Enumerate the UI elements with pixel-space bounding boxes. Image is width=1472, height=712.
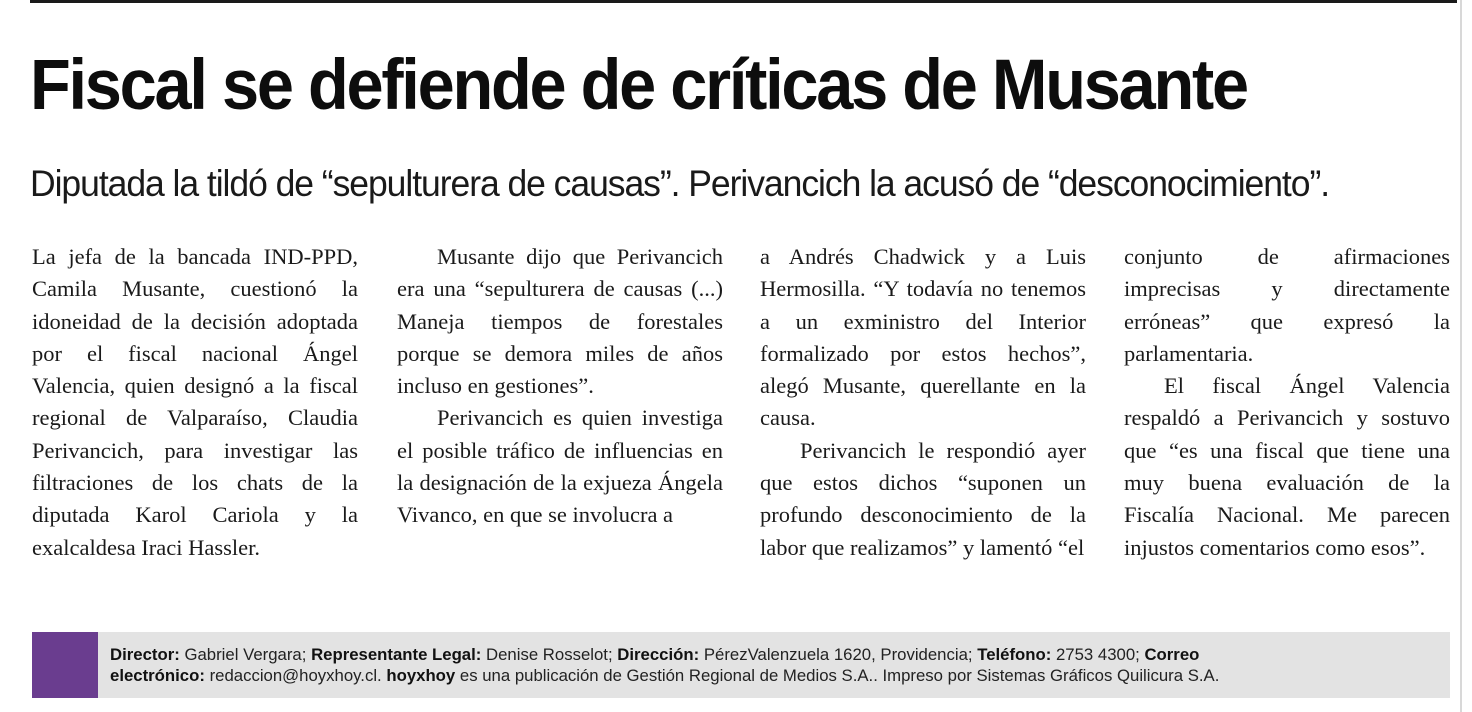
article-column-2 [397,241,723,532]
address-value: PérezValenzuela 1620, Providencia; [703,645,973,664]
article-column-3 [760,241,1086,564]
article-paragraph: Musante dijo que Perivancich era una “sepulturera de causas (...) Maneja tiempos de forestales porque se demora miles de años incluso en gestiones”. [397,244,723,399]
article-column-1 [32,241,358,564]
email-label-part-1: Correo [1144,645,1200,664]
article-paragraph: Perivancich es quien investiga el posible tráfico de influencias en la designación de la exjueza Ángela Vivanco, en que se involucra a [397,405,723,528]
brand-color-swatch [32,632,98,698]
imprint-text [110,644,1426,686]
publisher-text: es una publicación de Gestión Regional de Medios S.A.. Impreso por Sistemas Gráficos Quilicura S.A. [459,666,1220,685]
legal-rep-label: Representante Legal: [311,645,482,664]
article-paragraph: a Andrés Chadwick y a Luis Hermosilla. “Y todavía no tenemos a un exministro del Interior formalizado por estos hechos”, alegó Musante, querellante en la causa. [760,244,1086,431]
legal-rep-value: Denise Rosselot; [486,645,613,664]
director-label: Director: [110,645,180,664]
director-value: Gabriel Vergara; [184,645,307,664]
address-label: Dirección: [617,645,700,664]
article-paragraph: La jefa de la bancada IND-PPD, Camila Musante, cuestionó la idoneidad de la decisión adoptada por el fiscal nacional Ángel Valencia, quien designó a la fiscal regional de Valparaíso, Claudia Perivancich, para investigar las filtraciones de los chats de la diputada Karol Cariola y la exalcaldesa Iraci Hassler. [32,244,358,560]
article-paragraph: Perivancich le respondió ayer que estos dichos “suponen un profundo desconocimiento de la labor que realizamos” y lamentó “el [760,437,1086,560]
top-rule [30,0,1457,3]
article-column-4 [1124,241,1450,564]
article-paragraph: El fiscal Ángel Valencia respaldó a Perivancich y sostuvo que “es una fiscal que tiene una muy buena evaluación de la Fiscalía Nacional. Me parecen injustos comentarios como esos”. [1124,373,1450,560]
brand-name: hoyxhoy [386,666,456,685]
page-edge [1460,0,1462,712]
phone-value: 2753 4300; [1055,645,1140,664]
article-paragraph: conjunto de afirmaciones imprecisas y directamente erróneas” que expresó la parlamentaria. [1124,244,1450,366]
email-value: redaccion@hoyxhoy.cl. [209,666,382,685]
subheadline: Diputada la tildó de “sepulturera de causas”. Perivancich la acusó de “desconocimiento”. [30,163,1330,204]
imprint-line-1 [110,644,1426,665]
headline: Fiscal se defiende de críticas de Musante [30,46,1247,125]
phone-label: Teléfono: [977,645,1052,664]
imprint-line-2 [110,665,1426,686]
email-label-part-2: electrónico: [110,666,205,685]
imprint-footer [32,632,1450,698]
